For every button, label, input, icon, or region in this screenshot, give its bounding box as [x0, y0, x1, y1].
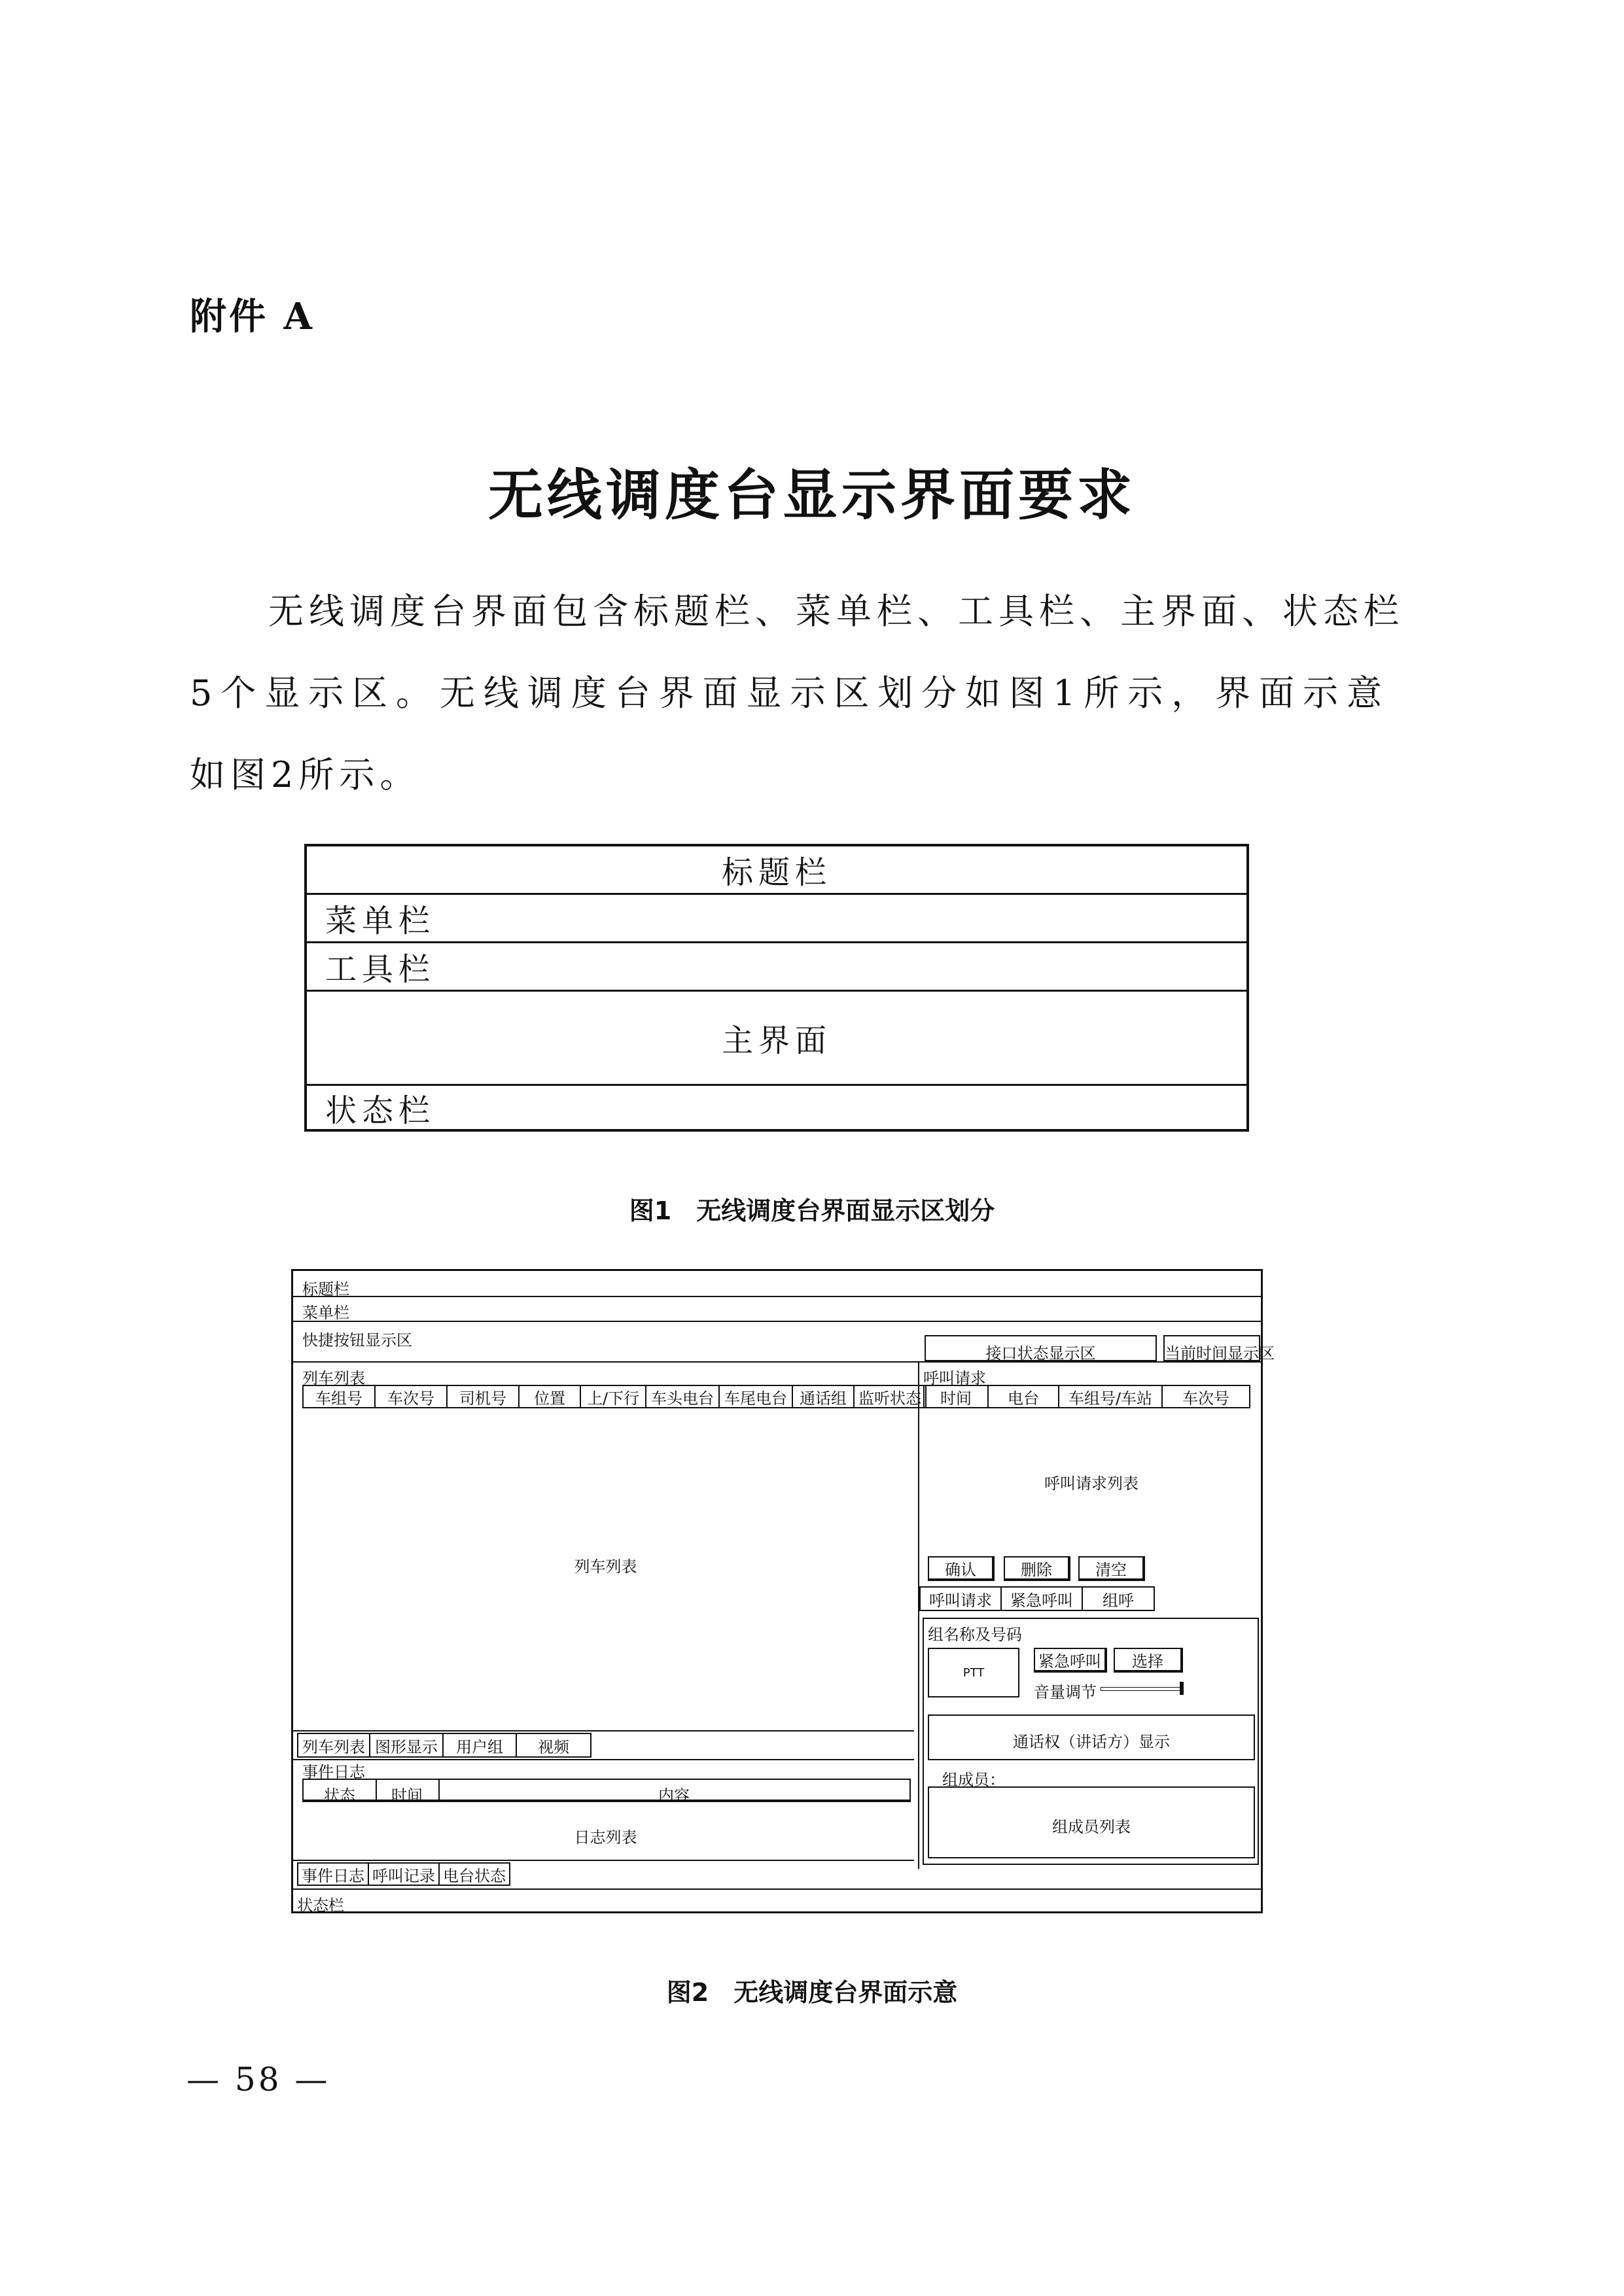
- log-col-content: 内容: [658, 1786, 690, 1805]
- call-col-train-no: 车次号: [1161, 1385, 1250, 1408]
- fig2-members-list: [928, 1786, 1255, 1858]
- tab-event-log[interactable]: 事件日志: [297, 1862, 369, 1886]
- fig2-left-tabs: [297, 1733, 590, 1758]
- emergency-call-button[interactable]: 紧急呼叫: [1034, 1648, 1107, 1673]
- fig2-status-bar: 状态栏: [297, 1896, 344, 1915]
- fig2-talk-right-display: [928, 1714, 1255, 1760]
- fig2-call-tabs: [919, 1586, 1154, 1611]
- delete-button[interactable]: 删除: [1004, 1556, 1070, 1581]
- log-col-status: 状态: [324, 1786, 355, 1805]
- fig2-train-list-body: 列车列表: [574, 1557, 637, 1576]
- fig1-title-bar-label: 标题栏: [721, 854, 832, 891]
- tab-group-call[interactable]: 组呼: [1082, 1586, 1155, 1611]
- fig2-call-request-header: 呼叫请求: [923, 1369, 986, 1387]
- fig1-status-bar: [307, 1086, 1246, 1129]
- volume-slider-handle[interactable]: [1180, 1682, 1184, 1695]
- figure-1-layout-diagram: [304, 844, 1249, 1132]
- train-col-monitor-state: 监听状态: [853, 1385, 927, 1408]
- fig2-group-panel: [923, 1618, 1259, 1865]
- train-col-head-radio: 车头电台: [645, 1385, 720, 1408]
- fig2-members-label: 组成员：: [942, 1771, 1005, 1789]
- fig1-title-bar: [307, 846, 1246, 895]
- tab-call-records[interactable]: 呼叫记录: [368, 1862, 440, 1886]
- fig2-shortcut-area: 快捷按钮显示区: [302, 1331, 412, 1349]
- fig1-status-bar-label: 状态栏: [325, 1092, 436, 1129]
- tab-emergency-call[interactable]: 紧急呼叫: [1000, 1586, 1083, 1611]
- fig2-call-request-list: 呼叫请求列表: [1044, 1474, 1139, 1493]
- fig2-log-list-body: 日志列表: [574, 1828, 637, 1847]
- fig1-tool-bar: [307, 943, 1246, 992]
- paragraph-line-3: 如图2所示。: [190, 754, 421, 795]
- train-col-train-no: 车次号: [374, 1385, 448, 1408]
- fig2-current-time-label: 当前时间显示区: [1165, 1344, 1275, 1363]
- call-col-radio: 电台: [987, 1385, 1059, 1408]
- fig2-bottom-tabs: [297, 1862, 509, 1886]
- fig1-main-area-label: 主界面: [721, 1022, 832, 1059]
- fig2-group-name-label: 组名称及号码: [928, 1626, 1022, 1644]
- log-col-time: 时间: [391, 1786, 423, 1805]
- fig2-log-columns: [302, 1779, 911, 1805]
- train-col-talk-group: 通话组: [792, 1385, 855, 1408]
- fig1-menu-bar-label: 菜单栏: [325, 903, 436, 939]
- call-col-time: 时间: [923, 1385, 989, 1408]
- tab-call-request[interactable]: 呼叫请求: [919, 1586, 1002, 1611]
- fig2-interface-status: [925, 1335, 1157, 1361]
- fig2-talk-right-label: 通话权（讲话方）显示: [1013, 1733, 1170, 1751]
- fig2-current-time: [1163, 1335, 1275, 1363]
- fig2-interface-status-label: 接口状态显示区: [985, 1344, 1096, 1363]
- annex-label: 附件 A: [190, 295, 315, 338]
- train-col-direction: 上/下行: [580, 1385, 646, 1408]
- train-col-position: 位置: [518, 1385, 581, 1408]
- fig2-title-bar: 标题栏: [302, 1280, 349, 1298]
- fig2-event-log-header: 事件日志: [302, 1763, 365, 1781]
- train-col-group-no: 车组号: [302, 1385, 376, 1408]
- fig2-members-list-label: 组成员列表: [1052, 1818, 1131, 1836]
- tab-train-list[interactable]: 列车列表: [297, 1733, 370, 1758]
- tab-radio-status[interactable]: 电台状态: [438, 1862, 510, 1886]
- paragraph-line-2: 5个显示区。无线调度台界面显示区划分如图1所示，界面示意: [190, 672, 1387, 714]
- fig2-call-columns: [923, 1385, 1249, 1408]
- tab-video[interactable]: 视频: [516, 1733, 591, 1758]
- document-title: 无线调度台显示界面要求: [487, 462, 1136, 527]
- train-col-tail-radio: 车尾电台: [718, 1385, 793, 1408]
- confirm-button[interactable]: 确认: [928, 1556, 995, 1581]
- fig2-menu-bar: 菜单栏: [302, 1304, 349, 1322]
- fig2-volume-label: 音量调节: [1034, 1683, 1097, 1701]
- figure-2-caption: 图2 无线调度台界面示意: [666, 1978, 958, 2007]
- tab-user-group[interactable]: 用户组: [442, 1733, 517, 1758]
- clear-button[interactable]: 清空: [1078, 1556, 1145, 1581]
- select-button[interactable]: 选择: [1114, 1648, 1183, 1673]
- fig1-tool-bar-label: 工具栏: [325, 951, 436, 988]
- volume-slider-track[interactable]: [1101, 1687, 1182, 1691]
- train-col-driver-no: 司机号: [446, 1385, 520, 1408]
- fig1-main-area: [307, 992, 1246, 1086]
- tab-graphic-display[interactable]: 图形显示: [369, 1733, 444, 1758]
- page-number: — 58 —: [186, 2061, 330, 2098]
- figure-2-interface-mockup: [291, 1269, 1275, 1915]
- fig2-train-columns: [302, 1385, 925, 1408]
- fig2-train-list-header: 列车列表: [302, 1369, 365, 1387]
- call-col-group-station: 车组号/车站: [1058, 1385, 1163, 1408]
- figure-1-caption: 图1 无线调度台界面显示区划分: [629, 1196, 995, 1225]
- ptt-button[interactable]: PTT: [928, 1648, 1019, 1697]
- fig1-menu-bar: [307, 895, 1246, 943]
- paragraph-line-1: 无线调度台界面包含标题栏、菜单栏、工具栏、主界面、状态栏: [268, 591, 1404, 632]
